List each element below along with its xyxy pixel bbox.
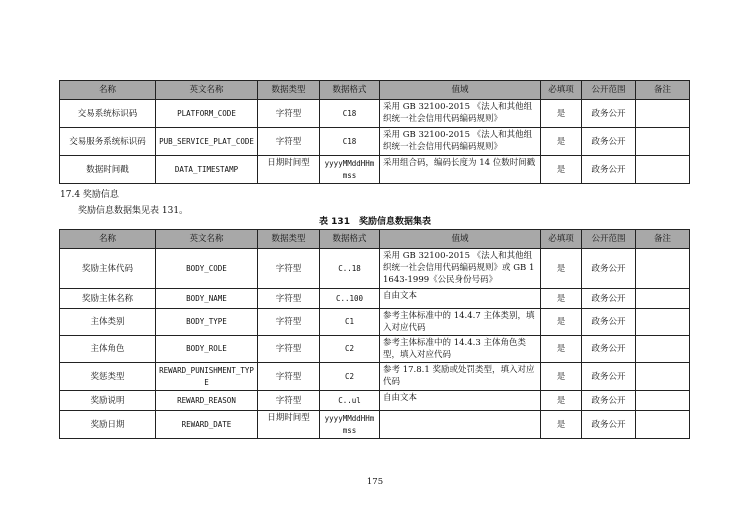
cell-required: 是 [541, 363, 582, 391]
cell-type: 字符型 [258, 336, 320, 363]
cell-range [380, 411, 541, 439]
cell-scope: 政务公开 [582, 249, 636, 289]
cell-note [636, 249, 690, 289]
cell-format: C..ul [320, 391, 380, 411]
cell-type: 日期时间型 [258, 156, 320, 184]
cell-en-name: PLATFORM_CODE [156, 100, 258, 128]
table-row [60, 100, 690, 128]
col-header-required: 必填项 [541, 81, 582, 100]
cell-name: 主体角色 [60, 336, 156, 363]
cell-scope: 政务公开 [582, 363, 636, 391]
section-heading: 17.4 奖励信息 [60, 190, 119, 200]
cell-required: 是 [541, 128, 582, 156]
cell-range: 参考 17.8.1 奖励或处罚类型，填入对应代码 [380, 363, 541, 391]
cell-scope: 政务公开 [582, 128, 636, 156]
cell-type: 字符型 [258, 249, 320, 289]
table-row [60, 128, 690, 156]
cell-format: C2 [320, 363, 380, 391]
cell-range: 参考主体标准中的 14.4.3 主体角色类型，填入对应代码 [380, 336, 541, 363]
cell-en-name: PUB_SERVICE_PLAT_CODE [156, 128, 258, 156]
cell-en-name: REWARD_DATE [156, 411, 258, 439]
cell-format: yyyyMMddHHmmss [320, 411, 380, 439]
table-row [60, 156, 690, 184]
cell-name: 奖励主体代码 [60, 249, 156, 289]
cell-type: 字符型 [258, 363, 320, 391]
cell-format: C2 [320, 336, 380, 363]
table-row [60, 411, 690, 439]
cell-name: 交易服务系统标识码 [60, 128, 156, 156]
col-header-note: 备注 [636, 230, 690, 249]
col-header-public-scope: 公开范围 [582, 230, 636, 249]
cell-type: 字符型 [258, 289, 320, 309]
table-row [60, 289, 690, 309]
cell-range: 采用组合码，编码长度为 14 位数时间戳 [380, 156, 541, 184]
col-header-en-name: 英文名称 [156, 230, 258, 249]
page-number: 175 [366, 477, 384, 487]
cell-scope: 政务公开 [582, 336, 636, 363]
table-row [60, 391, 690, 411]
cell-note [636, 363, 690, 391]
table-reward-info [59, 229, 690, 439]
section-paragraph: 奖励信息数据集见表 131。 [78, 206, 189, 216]
cell-range: 参考主体标准中的 14.4.7 主体类别，填入对应代码 [380, 309, 541, 336]
cell-type: 字符型 [258, 100, 320, 128]
cell-name: 交易系统标识码 [60, 100, 156, 128]
cell-en-name: REWARD_PUNISHMENT_TYPE [156, 363, 258, 391]
cell-note [636, 128, 690, 156]
cell-required: 是 [541, 249, 582, 289]
cell-required: 是 [541, 411, 582, 439]
cell-type: 字符型 [258, 309, 320, 336]
cell-required: 是 [541, 156, 582, 184]
cell-required: 是 [541, 289, 582, 309]
cell-required: 是 [541, 309, 582, 336]
col-header-en-name: 英文名称 [156, 81, 258, 100]
col-header-public-scope: 公开范围 [582, 81, 636, 100]
cell-note [636, 336, 690, 363]
cell-type: 字符型 [258, 391, 320, 411]
cell-note [636, 289, 690, 309]
cell-format: C..100 [320, 289, 380, 309]
cell-type: 字符型 [258, 128, 320, 156]
cell-format: C..18 [320, 249, 380, 289]
col-header-name: 名称 [60, 81, 156, 100]
col-header-data-type: 数据类型 [258, 230, 320, 249]
cell-note [636, 411, 690, 439]
cell-type: 日期时间型 [258, 411, 320, 439]
col-header-data-format: 数据格式 [320, 230, 380, 249]
cell-en-name: BODY_TYPE [156, 309, 258, 336]
cell-range: 自由文本 [380, 289, 541, 309]
cell-scope: 政务公开 [582, 156, 636, 184]
cell-scope: 政务公开 [582, 391, 636, 411]
cell-required: 是 [541, 391, 582, 411]
col-header-required: 必填项 [541, 230, 582, 249]
col-header-note: 备注 [636, 81, 690, 100]
cell-format: C18 [320, 128, 380, 156]
cell-en-name: REWARD_REASON [156, 391, 258, 411]
table-row [60, 336, 690, 363]
cell-name: 奖励主体名称 [60, 289, 156, 309]
table-caption: 表 131 奖励信息数据集表 [319, 217, 431, 227]
col-header-name: 名称 [60, 230, 156, 249]
cell-en-name: BODY_ROLE [156, 336, 258, 363]
cell-note [636, 100, 690, 128]
cell-format: yyyyMMddHHmmss [320, 156, 380, 184]
col-header-value-range: 值域 [380, 81, 541, 100]
table-upper [59, 80, 690, 184]
table-row [60, 249, 690, 289]
table-header-row [60, 81, 690, 100]
cell-name: 奖励日期 [60, 411, 156, 439]
cell-name: 主体类别 [60, 309, 156, 336]
cell-range: 采用 GB 32100-2015 《法人和其他组织统一社会信用代码编码规则》或 GB 11643-1999《公民身份号码》 [380, 249, 541, 289]
cell-format: C18 [320, 100, 380, 128]
cell-range: 自由文本 [380, 391, 541, 411]
table-header-row [60, 230, 690, 249]
cell-required: 是 [541, 100, 582, 128]
table-row [60, 309, 690, 336]
cell-en-name: BODY_NAME [156, 289, 258, 309]
cell-en-name: BODY_CODE [156, 249, 258, 289]
cell-scope: 政务公开 [582, 289, 636, 309]
cell-scope: 政务公开 [582, 309, 636, 336]
cell-name: 奖励说明 [60, 391, 156, 411]
cell-range: 采用 GB 32100-2015 《法人和其他组织统一社会信用代码编码规则》 [380, 100, 541, 128]
cell-format: C1 [320, 309, 380, 336]
col-header-data-format: 数据格式 [320, 81, 380, 100]
cell-note [636, 156, 690, 184]
cell-note [636, 391, 690, 411]
col-header-value-range: 值域 [380, 230, 541, 249]
cell-range: 采用 GB 32100-2015 《法人和其他组织统一社会信用代码编码规则》 [380, 128, 541, 156]
cell-en-name: DATA_TIMESTAMP [156, 156, 258, 184]
col-header-data-type: 数据类型 [258, 81, 320, 100]
cell-required: 是 [541, 336, 582, 363]
cell-name: 数据时间戳 [60, 156, 156, 184]
cell-note [636, 309, 690, 336]
cell-scope: 政务公开 [582, 411, 636, 439]
table-row [60, 363, 690, 391]
cell-name: 奖惩类型 [60, 363, 156, 391]
cell-scope: 政务公开 [582, 100, 636, 128]
